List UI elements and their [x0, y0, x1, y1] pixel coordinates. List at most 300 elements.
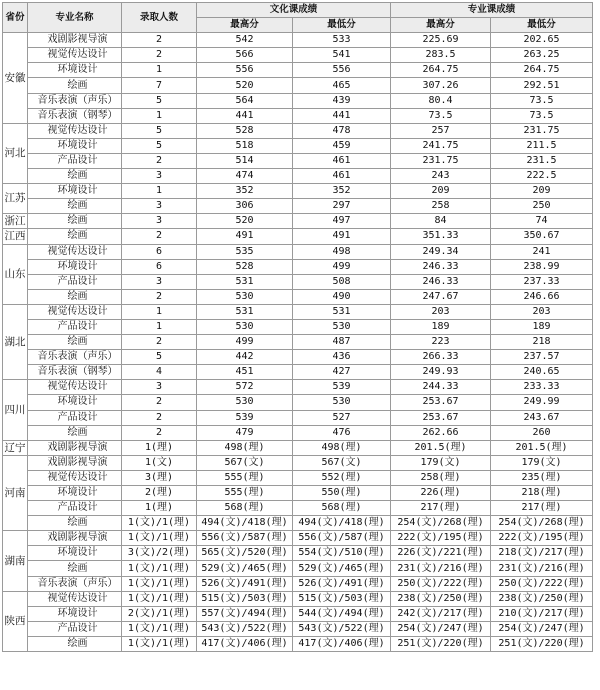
- culture-min-cell: 568(理): [293, 501, 391, 516]
- admitted-count-cell: 1(文)/1(理): [122, 591, 197, 606]
- major-cell: 产品设计: [28, 153, 122, 168]
- admitted-count-cell: 2: [122, 153, 197, 168]
- table-row: [3, 425, 593, 440]
- culture-min-cell: 427: [293, 365, 391, 380]
- culture-min-cell: 531: [293, 304, 391, 319]
- table-row: [3, 516, 593, 531]
- culture-min-cell: 567(文): [293, 455, 391, 470]
- table-row: [3, 606, 593, 621]
- culture-min-cell: 556: [293, 63, 391, 78]
- professional-min-cell: 73.5: [491, 108, 593, 123]
- admitted-count-cell: 5: [122, 93, 197, 108]
- professional-max-cell: 244.33: [391, 380, 491, 395]
- table-row: [3, 380, 593, 395]
- table-row: [3, 486, 593, 501]
- culture-min-cell: 297: [293, 199, 391, 214]
- culture-max-cell: 441: [197, 108, 293, 123]
- table-row: [3, 214, 593, 229]
- professional-min-cell: 246.66: [491, 289, 593, 304]
- table-row: [3, 259, 593, 274]
- professional-min-cell: 209: [491, 184, 593, 199]
- professional-min-cell: 203: [491, 304, 593, 319]
- table-row: [3, 304, 593, 319]
- table-row: [3, 274, 593, 289]
- professional-min-cell: 74: [491, 214, 593, 229]
- table-row: [3, 108, 593, 123]
- table-row: [3, 395, 593, 410]
- professional-max-cell: 222(文)/195(理): [391, 531, 491, 546]
- culture-min-cell: 556(文)/587(理): [293, 531, 391, 546]
- major-cell: 视觉传达设计: [28, 380, 122, 395]
- professional-max-cell: 238(文)/250(理): [391, 591, 491, 606]
- admitted-count-cell: 2(文)/1(理): [122, 606, 197, 621]
- header-professional-min: 最低分: [491, 18, 593, 33]
- professional-max-cell: 246.33: [391, 259, 491, 274]
- professional-max-cell: 253.67: [391, 410, 491, 425]
- professional-min-cell: 237.57: [491, 350, 593, 365]
- professional-max-cell: 258: [391, 199, 491, 214]
- culture-min-cell: 487: [293, 335, 391, 350]
- admitted-count-cell: 1: [122, 184, 197, 199]
- major-cell: 环境设计: [28, 259, 122, 274]
- professional-max-cell: 223: [391, 335, 491, 350]
- culture-min-cell: 554(文)/510(理): [293, 546, 391, 561]
- major-cell: 视觉传达设计: [28, 470, 122, 485]
- admitted-count-cell: 3: [122, 380, 197, 395]
- header-professional-max: 最高分: [391, 18, 491, 33]
- admitted-count-cell: 1: [122, 304, 197, 319]
- culture-max-cell: 417(文)/406(理): [197, 636, 293, 651]
- header-province: 省份: [3, 3, 28, 33]
- admitted-count-cell: 1(文)/1(理): [122, 621, 197, 636]
- professional-min-cell: 201.5(理): [491, 440, 593, 455]
- header-major: 专业名称: [28, 3, 122, 33]
- major-cell: 环境设计: [28, 486, 122, 501]
- culture-max-cell: 499: [197, 335, 293, 350]
- major-cell: 绘画: [28, 636, 122, 651]
- professional-min-cell: 238.99: [491, 259, 593, 274]
- culture-min-cell: 529(文)/465(理): [293, 561, 391, 576]
- table-row: [3, 63, 593, 78]
- culture-max-cell: 474: [197, 169, 293, 184]
- professional-min-cell: 251(文)/220(理): [491, 636, 593, 651]
- culture-min-cell: 539: [293, 380, 391, 395]
- major-cell: 产品设计: [28, 501, 122, 516]
- culture-min-cell: 498: [293, 244, 391, 259]
- professional-max-cell: 251(文)/220(理): [391, 636, 491, 651]
- score-table-container: [2, 2, 593, 652]
- admitted-count-cell: 6: [122, 244, 197, 259]
- professional-min-cell: 218(理): [491, 486, 593, 501]
- table-row: [3, 33, 593, 48]
- professional-max-cell: 257: [391, 123, 491, 138]
- table-row: [3, 184, 593, 199]
- table-row: [3, 501, 593, 516]
- major-cell: 绘画: [28, 561, 122, 576]
- table-row: [3, 244, 593, 259]
- province-cell: 四川: [3, 380, 28, 440]
- table-row: [3, 138, 593, 153]
- culture-min-cell: 552(理): [293, 470, 391, 485]
- professional-min-cell: 263.25: [491, 48, 593, 63]
- table-row: [3, 621, 593, 636]
- culture-max-cell: 518: [197, 138, 293, 153]
- professional-min-cell: 211.5: [491, 138, 593, 153]
- professional-max-cell: 307.26: [391, 78, 491, 93]
- professional-min-cell: 254(文)/247(理): [491, 621, 593, 636]
- culture-min-cell: 527: [293, 410, 391, 425]
- culture-min-cell: 526(文)/491(理): [293, 576, 391, 591]
- professional-min-cell: 210(文)/217(理): [491, 606, 593, 621]
- culture-max-cell: 530: [197, 395, 293, 410]
- table-row: [3, 410, 593, 425]
- professional-min-cell: 73.5: [491, 93, 593, 108]
- culture-min-cell: 491: [293, 229, 391, 244]
- culture-max-cell: 306: [197, 199, 293, 214]
- admitted-count-cell: 2: [122, 425, 197, 440]
- professional-max-cell: 217(理): [391, 501, 491, 516]
- professional-max-cell: 266.33: [391, 350, 491, 365]
- culture-max-cell: 566: [197, 48, 293, 63]
- culture-max-cell: 556(文)/587(理): [197, 531, 293, 546]
- culture-max-cell: 498(理): [197, 440, 293, 455]
- culture-max-cell: 528: [197, 259, 293, 274]
- culture-max-cell: 535: [197, 244, 293, 259]
- admitted-count-cell: 3(文)/2(理): [122, 546, 197, 561]
- major-cell: 音乐表演（声乐）: [28, 576, 122, 591]
- professional-max-cell: 262.66: [391, 425, 491, 440]
- province-cell: 陕西: [3, 591, 28, 651]
- admitted-count-cell: 3: [122, 274, 197, 289]
- province-cell: 湖南: [3, 531, 28, 591]
- culture-max-cell: 543(文)/522(理): [197, 621, 293, 636]
- culture-max-cell: 556: [197, 63, 293, 78]
- table-row: [3, 169, 593, 184]
- admitted-count-cell: 1(文)/1(理): [122, 561, 197, 576]
- major-cell: 环境设计: [28, 184, 122, 199]
- province-cell: 浙江: [4, 215, 26, 228]
- professional-max-cell: 247.67: [391, 289, 491, 304]
- professional-min-cell: 222(文)/195(理): [491, 531, 593, 546]
- culture-max-cell: 520: [197, 214, 293, 229]
- major-cell: 环境设计: [28, 63, 122, 78]
- table-header: [3, 3, 593, 33]
- culture-min-cell: 533: [293, 33, 391, 48]
- table-row: [3, 229, 593, 244]
- culture-max-cell: 531: [197, 304, 293, 319]
- admitted-count-cell: 3: [122, 214, 197, 229]
- major-cell: 绘画: [28, 169, 122, 184]
- culture-max-cell: 557(文)/494(理): [197, 606, 293, 621]
- admitted-count-cell: 3: [122, 169, 197, 184]
- professional-min-cell: 217(理): [491, 501, 593, 516]
- culture-min-cell: 459: [293, 138, 391, 153]
- professional-max-cell: 201.5(理): [391, 440, 491, 455]
- province-cell: 江苏: [3, 184, 28, 214]
- culture-min-cell: 499: [293, 259, 391, 274]
- professional-min-cell: 243.67: [491, 410, 593, 425]
- table-row: [3, 531, 593, 546]
- culture-max-cell: 529(文)/465(理): [197, 561, 293, 576]
- admitted-count-cell: 2: [122, 410, 197, 425]
- culture-max-cell: 564: [197, 93, 293, 108]
- culture-max-cell: 530: [197, 319, 293, 334]
- culture-max-cell: 531: [197, 274, 293, 289]
- table-row: [3, 153, 593, 168]
- table-row: [3, 576, 593, 591]
- professional-max-cell: 283.5: [391, 48, 491, 63]
- professional-max-cell: 351.33: [391, 229, 491, 244]
- culture-min-cell: 461: [293, 153, 391, 168]
- table-row: [3, 319, 593, 334]
- admitted-count-cell: 2: [122, 395, 197, 410]
- admitted-count-cell: 5: [122, 350, 197, 365]
- culture-max-cell: 479: [197, 425, 293, 440]
- professional-max-cell: 241.75: [391, 138, 491, 153]
- professional-min-cell: 237.33: [491, 274, 593, 289]
- major-cell: 产品设计: [28, 410, 122, 425]
- admitted-count-cell: 3: [122, 199, 197, 214]
- admitted-count-cell: 2(理): [122, 486, 197, 501]
- province-cell: 河北: [3, 123, 28, 183]
- professional-min-cell: 350.67: [491, 229, 593, 244]
- major-cell: 绘画: [28, 199, 122, 214]
- culture-max-cell: 526(文)/491(理): [197, 576, 293, 591]
- professional-max-cell: 243: [391, 169, 491, 184]
- professional-max-cell: 249.93: [391, 365, 491, 380]
- admitted-count-cell: 2: [122, 48, 197, 63]
- professional-min-cell: 179(文): [491, 455, 593, 470]
- professional-max-cell: 189: [391, 319, 491, 334]
- culture-max-cell: 555(理): [197, 470, 293, 485]
- major-cell: 视觉传达设计: [28, 591, 122, 606]
- professional-max-cell: 84: [391, 214, 491, 229]
- table-row: [3, 455, 593, 470]
- table-row: [3, 350, 593, 365]
- culture-max-cell: 565(文)/520(理): [197, 546, 293, 561]
- culture-max-cell: 515(文)/503(理): [197, 591, 293, 606]
- table-row: [3, 93, 593, 108]
- professional-min-cell: 250: [491, 199, 593, 214]
- professional-max-cell: 253.67: [391, 395, 491, 410]
- culture-max-cell: 572: [197, 380, 293, 395]
- major-cell: 产品设计: [28, 621, 122, 636]
- professional-min-cell: 202.65: [491, 33, 593, 48]
- professional-max-cell: 249.34: [391, 244, 491, 259]
- culture-min-cell: 465: [293, 78, 391, 93]
- culture-max-cell: 530: [197, 289, 293, 304]
- admitted-count-cell: 3(理): [122, 470, 197, 485]
- header-culture-min: 最低分: [293, 18, 391, 33]
- culture-min-cell: 550(理): [293, 486, 391, 501]
- province-cell: 湖北: [3, 304, 28, 379]
- admission-score-table: [2, 2, 593, 652]
- professional-max-cell: 242(文)/217(理): [391, 606, 491, 621]
- professional-min-cell: 218(文)/217(理): [491, 546, 593, 561]
- culture-min-cell: 497: [293, 214, 391, 229]
- culture-max-cell: 568(理): [197, 501, 293, 516]
- admitted-count-cell: 1(理): [122, 440, 197, 455]
- major-cell: 音乐表演（声乐）: [28, 93, 122, 108]
- table-row: [3, 123, 593, 138]
- header-culture-score: 文化课成绩: [197, 3, 391, 18]
- admitted-count-cell: 1(文)/1(理): [122, 576, 197, 591]
- province-cell: 山东: [3, 244, 28, 304]
- professional-max-cell: 231(文)/216(理): [391, 561, 491, 576]
- culture-max-cell: 451: [197, 365, 293, 380]
- professional-max-cell: 264.75: [391, 63, 491, 78]
- professional-min-cell: 250(文)/222(理): [491, 576, 593, 591]
- professional-max-cell: 226(文)/221(理): [391, 546, 491, 561]
- major-cell: 绘画: [28, 78, 122, 93]
- culture-max-cell: 514: [197, 153, 293, 168]
- table-row: [3, 440, 593, 455]
- major-cell: 视觉传达设计: [28, 244, 122, 259]
- major-cell: 绘画: [28, 516, 122, 531]
- professional-max-cell: 225.69: [391, 33, 491, 48]
- professional-max-cell: 254(文)/247(理): [391, 621, 491, 636]
- culture-min-cell: 490: [293, 289, 391, 304]
- culture-min-cell: 541: [293, 48, 391, 63]
- admitted-count-cell: 4: [122, 365, 197, 380]
- professional-min-cell: 231.75: [491, 123, 593, 138]
- major-cell: 环境设计: [28, 546, 122, 561]
- culture-max-cell: 352: [197, 184, 293, 199]
- table-row: [3, 199, 593, 214]
- major-cell: 环境设计: [28, 606, 122, 621]
- major-cell: 环境设计: [28, 138, 122, 153]
- culture-min-cell: 508: [293, 274, 391, 289]
- professional-max-cell: 179(文): [391, 455, 491, 470]
- professional-max-cell: 226(理): [391, 486, 491, 501]
- culture-max-cell: 555(理): [197, 486, 293, 501]
- major-cell: 绘画: [28, 425, 122, 440]
- professional-min-cell: 264.75: [491, 63, 593, 78]
- major-cell: 戏剧影视导演: [28, 531, 122, 546]
- professional-min-cell: 218: [491, 335, 593, 350]
- professional-max-cell: 203: [391, 304, 491, 319]
- professional-max-cell: 250(文)/222(理): [391, 576, 491, 591]
- culture-min-cell: 494(文)/418(理): [293, 516, 391, 531]
- culture-min-cell: 498(理): [293, 440, 391, 455]
- admitted-count-cell: 2: [122, 33, 197, 48]
- admitted-count-cell: 5: [122, 123, 197, 138]
- professional-min-cell: 231(文)/216(理): [491, 561, 593, 576]
- table-row: [3, 470, 593, 485]
- province-cell: 江西: [4, 230, 26, 243]
- professional-max-cell: 231.75: [391, 153, 491, 168]
- professional-min-cell: 222.5: [491, 169, 593, 184]
- province-cell: 河南: [3, 455, 28, 530]
- culture-max-cell: 442: [197, 350, 293, 365]
- professional-min-cell: 240.65: [491, 365, 593, 380]
- admitted-count-cell: 1(文)/1(理): [122, 636, 197, 651]
- culture-max-cell: 539: [197, 410, 293, 425]
- professional-min-cell: 254(文)/268(理): [491, 516, 593, 531]
- admitted-count-cell: 5: [122, 138, 197, 153]
- culture-max-cell: 542: [197, 33, 293, 48]
- culture-min-cell: 544(文)/494(理): [293, 606, 391, 621]
- major-cell: 视觉传达设计: [28, 123, 122, 138]
- professional-max-cell: 258(理): [391, 470, 491, 485]
- culture-min-cell: 543(文)/522(理): [293, 621, 391, 636]
- major-cell: 绘画: [28, 214, 122, 229]
- major-cell: 音乐表演（声乐）: [28, 350, 122, 365]
- table-body: [3, 33, 593, 652]
- culture-min-cell: 530: [293, 319, 391, 334]
- admitted-count-cell: 1(文): [122, 455, 197, 470]
- professional-max-cell: 246.33: [391, 274, 491, 289]
- table-row: [3, 48, 593, 63]
- professional-max-cell: 209: [391, 184, 491, 199]
- professional-max-cell: 73.5: [391, 108, 491, 123]
- table-row: [3, 335, 593, 350]
- admitted-count-cell: 1(文)/1(理): [122, 516, 197, 531]
- admitted-count-cell: 2: [122, 229, 197, 244]
- culture-min-cell: 417(文)/406(理): [293, 636, 391, 651]
- professional-min-cell: 235(理): [491, 470, 593, 485]
- province-cell: 辽宁: [4, 441, 26, 454]
- admitted-count-cell: 2: [122, 289, 197, 304]
- admitted-count-cell: 1: [122, 63, 197, 78]
- professional-min-cell: 231.5: [491, 153, 593, 168]
- culture-max-cell: 567(文): [197, 455, 293, 470]
- culture-min-cell: 352: [293, 184, 391, 199]
- admitted-count-cell: 1: [122, 319, 197, 334]
- culture-min-cell: 478: [293, 123, 391, 138]
- culture-max-cell: 520: [197, 78, 293, 93]
- culture-min-cell: 436: [293, 350, 391, 365]
- major-cell: 环境设计: [28, 395, 122, 410]
- table-row: [3, 289, 593, 304]
- admitted-count-cell: 1(理): [122, 501, 197, 516]
- major-cell: 音乐表演（钢琴）: [28, 108, 122, 123]
- professional-min-cell: 233.33: [491, 380, 593, 395]
- table-row: [3, 365, 593, 380]
- header-admitted: 录取人数: [122, 3, 197, 33]
- culture-min-cell: 476: [293, 425, 391, 440]
- province-cell: 安徽: [3, 33, 28, 124]
- professional-max-cell: 80.4: [391, 93, 491, 108]
- professional-min-cell: 241: [491, 244, 593, 259]
- table-row: [3, 561, 593, 576]
- culture-max-cell: 528: [197, 123, 293, 138]
- professional-min-cell: 238(文)/250(理): [491, 591, 593, 606]
- culture-min-cell: 461: [293, 169, 391, 184]
- admitted-count-cell: 6: [122, 259, 197, 274]
- major-cell: 戏剧影视导演: [28, 440, 122, 455]
- professional-min-cell: 249.99: [491, 395, 593, 410]
- culture-max-cell: 491: [197, 229, 293, 244]
- culture-min-cell: 439: [293, 93, 391, 108]
- major-cell: 产品设计: [28, 274, 122, 289]
- professional-min-cell: 260: [491, 425, 593, 440]
- major-cell: 绘画: [28, 229, 122, 244]
- table-row: [3, 546, 593, 561]
- major-cell: 音乐表演（钢琴）: [28, 365, 122, 380]
- table-row: [3, 78, 593, 93]
- culture-min-cell: 515(文)/503(理): [293, 591, 391, 606]
- professional-min-cell: 189: [491, 319, 593, 334]
- admitted-count-cell: 2: [122, 335, 197, 350]
- professional-max-cell: 254(文)/268(理): [391, 516, 491, 531]
- professional-min-cell: 292.51: [491, 78, 593, 93]
- culture-min-cell: 530: [293, 395, 391, 410]
- major-cell: 戏剧影视导演: [28, 455, 122, 470]
- major-cell: 产品设计: [28, 319, 122, 334]
- header-professional-score: 专业课成绩: [391, 3, 593, 18]
- culture-max-cell: 494(文)/418(理): [197, 516, 293, 531]
